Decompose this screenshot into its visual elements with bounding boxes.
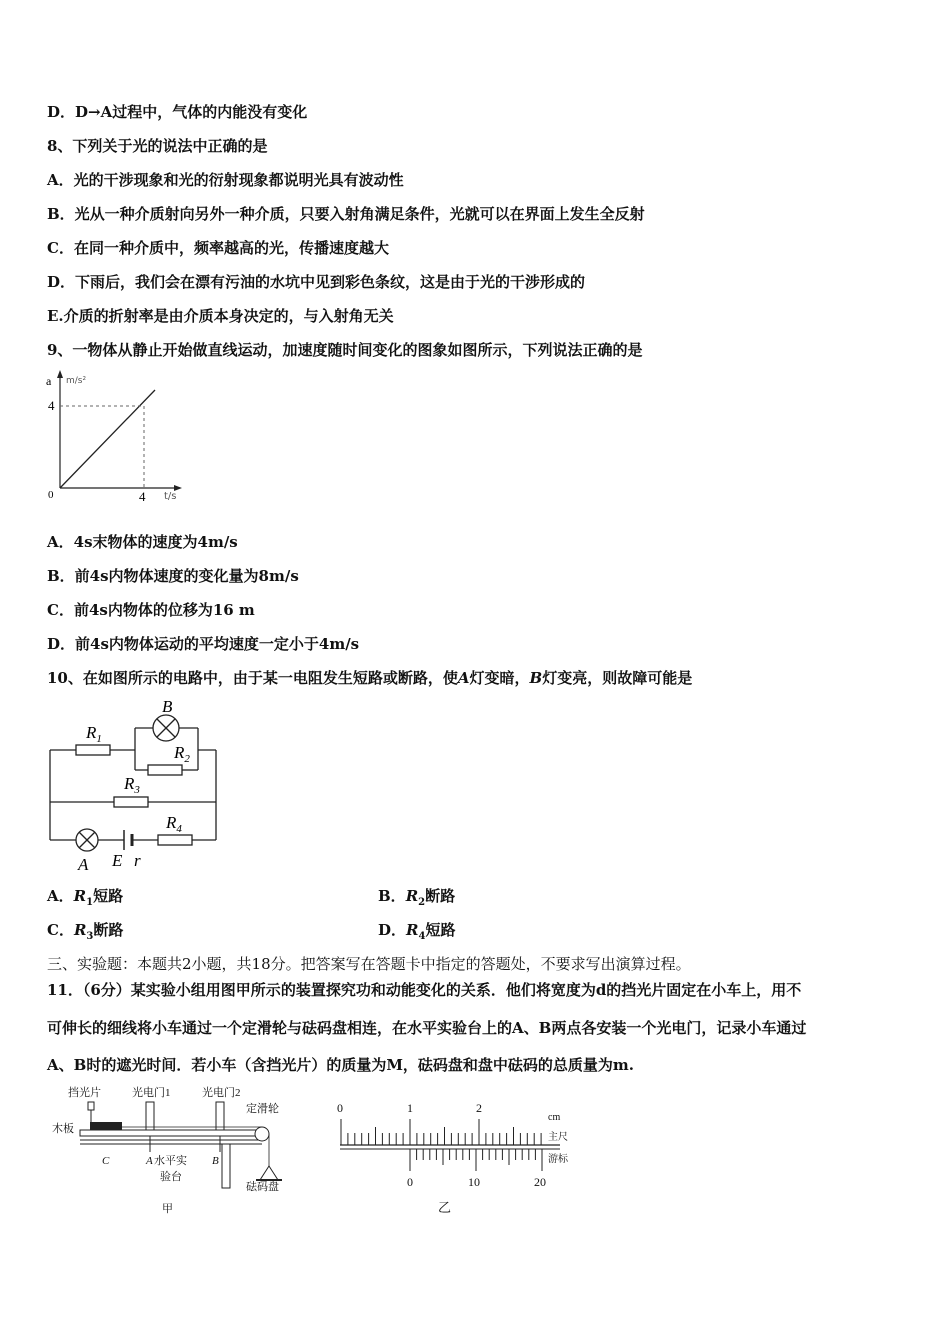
main-tick-label-0: 0 — [337, 1101, 343, 1115]
label-r3: $R_3$ — [124, 774, 140, 796]
label-point-c: C — [102, 1155, 110, 1167]
vernier-scale-ticks — [410, 1149, 542, 1171]
main-tick-label-2: 2 — [476, 1101, 482, 1115]
q9-option-d: D．前4s内物体运动的平均速度一定小于4m/s — [47, 635, 360, 653]
label-table-1: 水平实 — [154, 1155, 187, 1167]
question-11-line-2: 可伸长的细线将小车通过一个定滑轮与砝码盘相连，在水平实验台上的A、B两点各安装一个光电门，记录小车通过 — [47, 1019, 807, 1037]
main-scale-label: 主尺 — [548, 1132, 568, 1143]
label-point-b: B — [212, 1155, 219, 1167]
resistor-r3 — [114, 797, 148, 807]
lamp-b-icon — [153, 715, 179, 741]
resistor-r2 — [148, 765, 182, 775]
q10-lamp-a: A — [457, 669, 470, 687]
q8-option-b: B．光从一种介质射向另外一种介质，只要入射角满足条件，光就可以在界面上发生全反射 — [47, 205, 645, 223]
y-tick-4: 4 — [48, 398, 55, 413]
question-11-line-3: A、B时的遮光时间．若小车（含挡光片）的质量为M，砝码盘和盘中砝码的总质量为m. — [47, 1056, 635, 1074]
fig-jia-apparatus — [50, 1082, 300, 1222]
q9-option-b: B．前4s内物体速度的变化量为8m/s — [47, 567, 299, 585]
question-8-stem: 8、下列关于光的说法中正确的是 — [47, 137, 268, 155]
q8-option-e: E.介质的折射率是由介质本身决定的，与入射角无关 — [47, 307, 394, 325]
photogate-1 — [146, 1102, 154, 1130]
q10-lamp-b: B — [529, 669, 543, 687]
label-internal-r: r — [134, 851, 141, 870]
q10-stem-pre: 10、在如图所示的电路中，由于某一电阻发生短路或断路，使 — [47, 669, 458, 687]
label-pulley: 定滑轮 — [246, 1103, 279, 1115]
vernier-tick-label-10: 10 — [468, 1175, 480, 1189]
battery-icon — [124, 830, 132, 850]
label-lamp-b: B — [162, 700, 173, 716]
q10-circuit-diagram — [40, 700, 230, 875]
label-emf: E — [112, 851, 123, 870]
q9-option-c: C．前4s内物体的位移为16 m — [47, 601, 255, 619]
vernier-label: 游标 — [548, 1154, 568, 1165]
label-r4: $R_4$ — [166, 813, 182, 835]
label-point-a: A — [146, 1155, 153, 1167]
resistor-r1 — [76, 745, 110, 755]
weight-pan-icon — [260, 1166, 278, 1180]
pulley-icon — [255, 1127, 269, 1141]
label-table-2: 验台 — [160, 1171, 182, 1183]
label-r2: $R_2$ — [174, 743, 190, 765]
origin-label: 0 — [48, 489, 54, 501]
q9-option-a: A．4s末物体的速度为4m/s — [47, 533, 238, 551]
q8-option-a: A．光的干涉现象和光的衍射现象都说明光具有波动性 — [47, 171, 404, 189]
lamp-a-icon — [76, 829, 98, 851]
q8-option-c: C．在同一种介质中，频率越高的光，传播速度越大 — [47, 239, 389, 257]
label-r1: $R_1$ — [86, 723, 102, 745]
q10-stem-mid2: 灯变亮，则故障可能是 — [542, 669, 693, 687]
x-axis-unit: t/s — [164, 491, 177, 502]
shading-piece-icon — [88, 1102, 94, 1110]
label-board: 木板 — [52, 1123, 74, 1135]
photogate-2 — [216, 1102, 224, 1130]
table-leg — [222, 1144, 230, 1188]
q8-option-d: D．下雨后，我们会在漂有污油的水坑中见到彩色条纹，这是由于光的干涉形成的 — [47, 273, 586, 291]
y-axis-label: a — [46, 374, 52, 388]
main-tick-label-1: 1 — [407, 1101, 413, 1115]
vernier-tick-label-0: 0 — [407, 1175, 413, 1189]
fig-yi-vernier-caliper — [330, 1090, 590, 1220]
question-10-stem — [47, 668, 692, 688]
label-weight-pan: 砝码盘 — [246, 1181, 279, 1193]
label-shading-piece: 挡光片 — [68, 1087, 101, 1099]
vernier-tick-label-20: 20 — [534, 1175, 546, 1189]
question-11-line-1: 11．（6分）某实验小组用图甲所示的装置探究功和动能变化的关系．他们将宽度为d的挡光片固定在小车上，用不 — [47, 981, 802, 999]
q10-stem-mid1: 灯变暗， — [469, 669, 530, 687]
caption-yi: 乙 — [438, 1200, 452, 1215]
main-scale-ticks — [341, 1119, 541, 1145]
cart-icon — [90, 1122, 122, 1130]
wooden-board — [80, 1130, 262, 1136]
q10-option-a: A．$R_1$短路 — [47, 887, 124, 908]
y-axis-unit: m/s² — [66, 376, 87, 386]
section-3-heading: 三、实验题：本题共2小题，共18分。把答案写在答题卡中指定的答题处，不要求写出演算过程。 — [47, 955, 691, 973]
label-gate-1: 光电门1 — [132, 1087, 171, 1099]
q10-option-b: B．$R_2$断路 — [378, 887, 456, 908]
resistor-r4 — [158, 835, 192, 845]
y-axis-arrow — [57, 370, 63, 378]
caption-jia: 甲 — [162, 1203, 173, 1215]
unit-cm: cm — [548, 1112, 561, 1123]
x-tick-4: 4 — [139, 489, 146, 504]
q10-option-c: C．$R_3$断路 — [47, 921, 124, 942]
label-gate-2: 光电门2 — [202, 1087, 241, 1099]
q9-acceleration-graph — [40, 368, 190, 508]
label-lamp-a: A — [78, 855, 89, 874]
acceleration-line — [60, 390, 155, 488]
question-9-stem: 9、一物体从静止开始做直线运动，加速度随时间变化的图象如图所示，下列说法正确的是 — [47, 341, 643, 359]
q10-option-d: D．$R_4$短路 — [378, 921, 456, 942]
option-d-q7: D．D→A过程中，气体的内能没有变化 — [47, 103, 308, 121]
